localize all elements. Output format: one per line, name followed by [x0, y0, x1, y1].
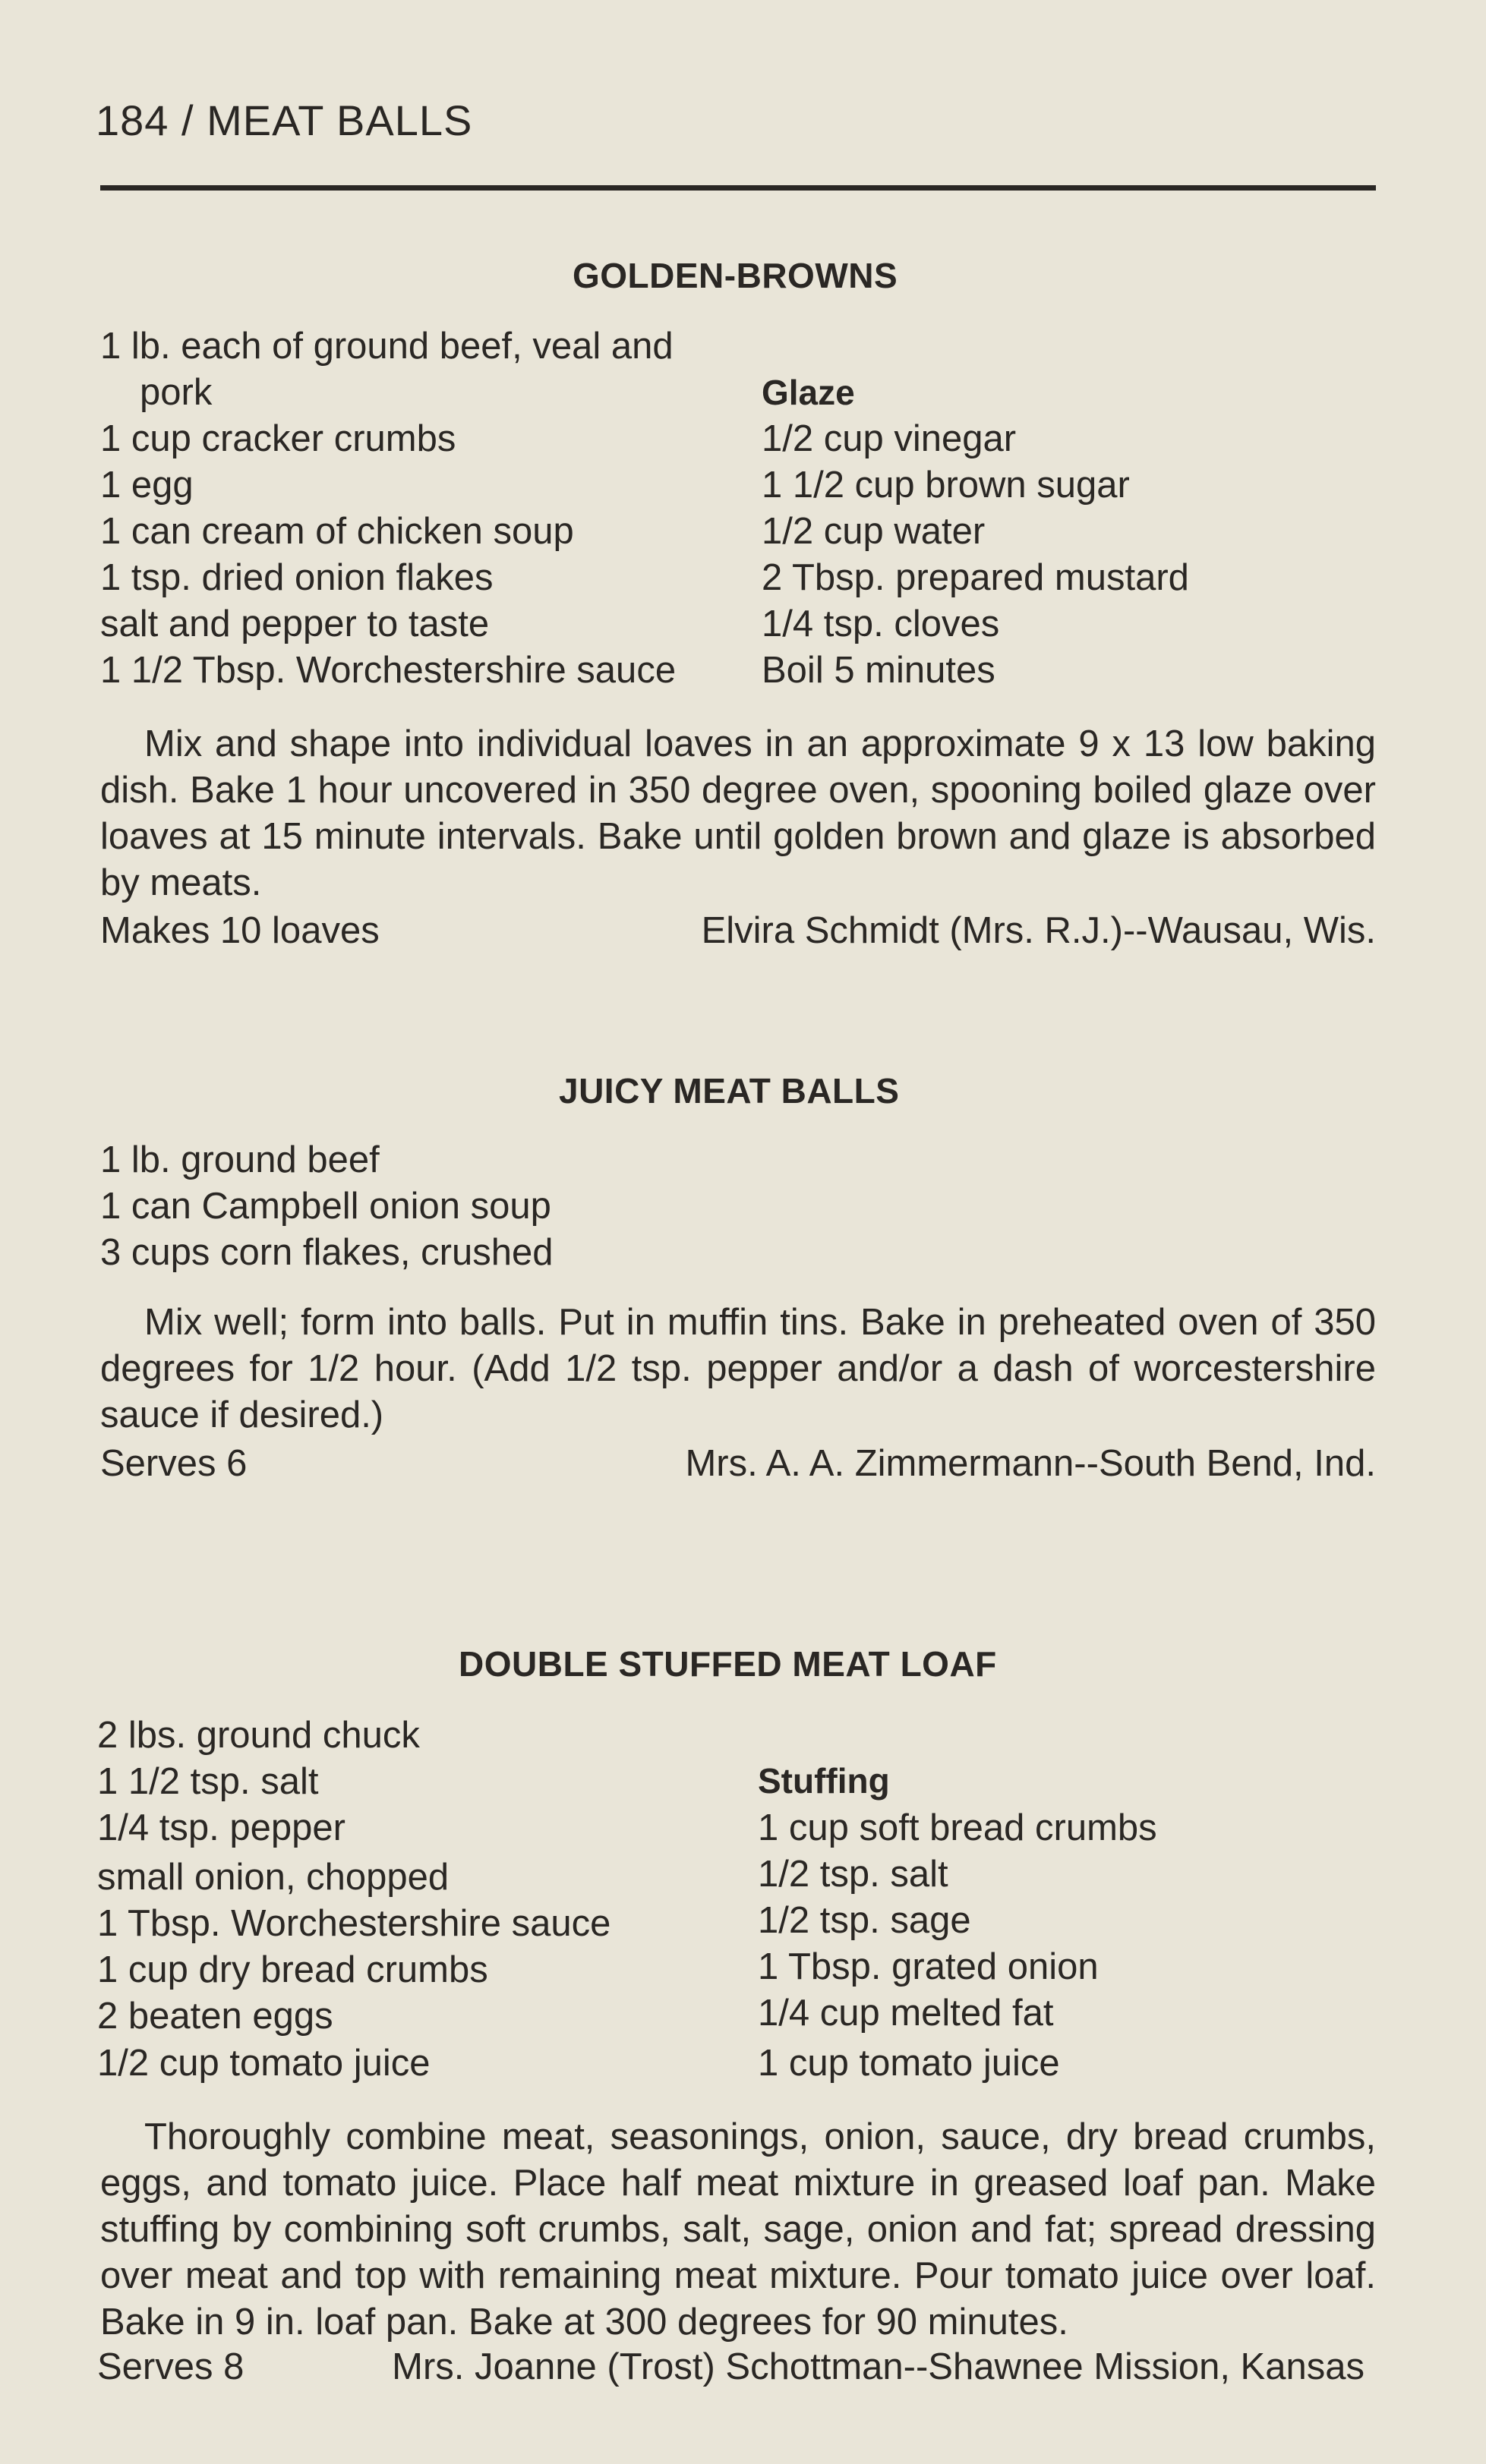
stuffing-item: 1/4 cup melted fat [758, 1993, 1054, 2034]
ingredient-item: salt and pepper to taste [100, 603, 490, 644]
ingredient-item: 1 can cream of chicken soup [100, 511, 574, 552]
recipe-contributor: Mrs. Joanne (Trost) Schottman--Shawnee Mission, Kansas [392, 2346, 1365, 2387]
ingredient-item: 1 lb. each of ground beef, veal and [100, 326, 674, 367]
stuffing-item: 1 cup tomato juice [758, 2043, 1060, 2084]
page-header: 184 / MEAT BALLS [96, 96, 473, 144]
glaze-item: 1 1/2 cup brown sugar [762, 465, 1130, 506]
ingredient-item: 2 lbs. ground chuck [97, 1715, 420, 1756]
ingredient-item: 1 tsp. dried onion flakes [100, 557, 494, 598]
ingredient-item: 1 1/2 tsp. salt [97, 1761, 319, 1802]
glaze-item: 2 Tbsp. prepared mustard [762, 557, 1189, 598]
ingredient-item: 2 beaten eggs [97, 1996, 333, 2037]
recipe-yield: Serves 6 [100, 1443, 248, 1484]
ingredient-item: 1 egg [100, 465, 194, 506]
recipe-instructions: Mix and shape into individual loaves in an approximate 9 x 13 low baking dish. Bake 1 hour uncovered in 350 degree oven, spooning boiled glaze over loaves at 15 minute intervals. Bake until golden brown and glaze is absorbed by meats. [100, 723, 1376, 903]
stuffing-item: 1 Tbsp. grated onion [758, 1946, 1099, 1987]
recipe-title: JUICY MEAT BALLS [559, 1071, 900, 1111]
glaze-item: 1/2 cup water [762, 511, 986, 552]
glaze-item: 1/4 tsp. cloves [762, 603, 1000, 644]
stuffing-item: 1/2 tsp. salt [758, 1854, 948, 1895]
ingredient-item: 1 can Campbell onion soup [100, 1186, 551, 1227]
recipe-instructions: Thoroughly combine meat, seasonings, onion, sauce, dry bread crumbs, eggs, and tomato juice. Place half meat mixture in greased loaf pan. Make stuffing by combining soft crumbs, salt, sage, onion and fat; spread dressing over meat and top with remaining meat mixture. Pour tomato juice over loaf. Bake in 9 in. loaf pan. Bake at 300 degrees for 90 minutes. [100, 2116, 1376, 2343]
ingredient-item: 1 cup dry bread crumbs [97, 1949, 488, 1990]
recipe-instructions: Mix well; form into balls. Put in muffin tins. Bake in preheated oven of 350 degrees for 1/2 hour. (Add 1/2 tsp. pepper and/or a dash of worcestershire sauce if desired.) [100, 1302, 1376, 1435]
ingredient-item: small onion, chopped [97, 1857, 450, 1898]
recipe-title: GOLDEN-BROWNS [573, 256, 898, 295]
stuffing-item: 1 cup soft bread crumbs [758, 1807, 1157, 1848]
recipe-yield: Makes 10 loaves [100, 910, 380, 951]
ingredient-item: 1 Tbsp. Worchestershire sauce [97, 1903, 611, 1944]
glaze-heading: Glaze [762, 373, 855, 412]
glaze-item: 1/2 cup vinegar [762, 418, 1017, 459]
ingredient-item: 1/4 tsp. pepper [97, 1807, 345, 1848]
stuffing-item: 1/2 tsp. sage [758, 1900, 971, 1941]
recipe-contributor: Mrs. A. A. Zimmermann--South Bend, Ind. [685, 1443, 1376, 1484]
stuffing-heading: Stuffing [758, 1761, 890, 1801]
glaze-item: Boil 5 minutes [762, 650, 995, 691]
ingredient-item: 3 cups corn flakes, crushed [100, 1232, 554, 1273]
recipe-contributor: Elvira Schmidt (Mrs. R.J.)--Wausau, Wis. [701, 910, 1376, 951]
recipe-yield: Serves 8 [97, 2346, 245, 2387]
recipe-title: DOUBLE STUFFED MEAT LOAF [459, 1644, 997, 1684]
ingredient-item: 1 1/2 Tbsp. Worchestershire sauce [100, 650, 677, 691]
ingredient-item: pork [140, 372, 213, 413]
ingredient-item: 1/2 cup tomato juice [97, 2043, 431, 2084]
ingredient-item: 1 cup cracker crumbs [100, 418, 456, 459]
ingredient-item: 1 lb. ground beef [100, 1139, 380, 1180]
header-rule [100, 185, 1376, 191]
